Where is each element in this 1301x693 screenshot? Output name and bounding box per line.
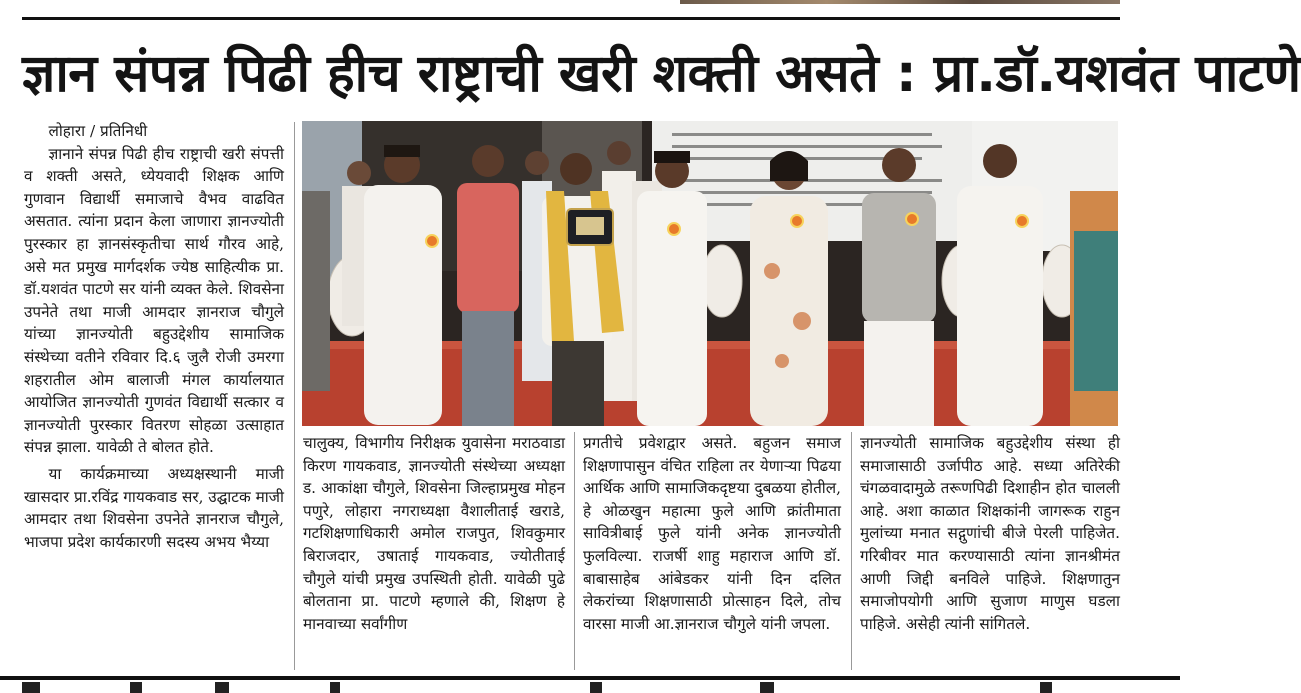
article-column-2: [303, 432, 565, 635]
column-divider: [851, 432, 852, 670]
paragraph-2: या कार्यक्रमाच्या अध्यक्षस्थानी माजी खासदार प्रा.रविंद्र गायकवाड सर, उद्घाटक माजी आमदार तथा शिवसेना उपनेते ज्ञानराज चौगुले, भाजपा प्रदेश कार्यकारणी सदस्य अभय भैय्या: [24, 464, 284, 551]
column-divider: [294, 122, 295, 670]
paragraph-4: प्रगतीचे प्रवेशद्वार असते. बहुजन समाज शिक्षणापासुन वंचित राहिला तर येणाऱ्या पिढया आर्थिक आणि सामाजिकदृष्टया दुबळया होतील, हे ओळखुन महात्मा फुले आणि क्रांतीमाता सावित्रीबाई फुले यांनी अनेक ज्ञानज्योती फुलविल्या. राजर्षी शाहु महाराज आणि डॉ. बाबासाहेब आंबेडकर यांनी दिन दलित लेकरांच्या शिक्षणासाठी प्रोत्साहन दिले, तोच वारसा माजी आ.ज्ञानराज चौगुले यांनी जपला.: [583, 434, 841, 633]
column-divider: [574, 432, 575, 670]
bottom-rule: [0, 676, 1180, 680]
next-article-cut: [0, 682, 1180, 693]
dateline: लोहारा / प्रतिनिधी: [48, 122, 148, 140]
article-column-3: [583, 432, 841, 635]
paragraph-5: ज्ञानज्योती सामाजिक बहुउद्देशीय संस्था ही समाजासाठी उर्जापीठ आहे. सध्या अतिरेकी चंगळवादामुळे तरूणपिढी दिशाहीन होत चालली आहे. अशा काळात शिक्षकांनी जागरूक राहुन मुलांच्या मनात सद्गुणांची बीजे पेरली पाहिजेत. गरिबीवर मात करण्यासाठी त्यांना ज्ञानश्रीमंत आणी जिद्दी बनविले पाहिजे. शिक्षणातुन समाजोपयोगी आणि सुजाण माणुस घडला पाहिजे. असेही त्यांनी सांगितले.: [860, 434, 1120, 633]
top-rule: [22, 17, 1120, 20]
article-headline: ज्ञान संपन्न पिढी हीच राष्ट्राची खरी शक्ती असते : प्रा.डॉ.यशवंत पाटणे: [22, 44, 1301, 104]
top-cut-strip: [0, 0, 1180, 10]
paragraph-3: चालुक्य, विभागीय निरीक्षक युवासेना मराठवाडा किरण गायकवाड, ज्ञानज्योती संस्थेच्या अध्यक्षा ड. आकांक्षा चौगुले, शिवसेना जिल्हाप्रमुख मोहन पणुरे, लोहारा नगराध्यक्षा वैशालीताई खराडे, गटशिक्षणाधिकारी अमोल राजपुत, शिवकुमार बिराजदार, उषाताई गायकवाड, ज्योतीताई चौगुले यांची प्रमुख उपस्थिती होती. यावेळी पुढे बोलताना प्रा. पाटणे म्हणाले की, शिक्षण हे मानवाच्या सर्वांगीण: [303, 434, 565, 633]
article-column-1: [24, 120, 284, 553]
event-photo: [302, 121, 1118, 426]
cut-photo-strip: [680, 0, 1120, 4]
award-ceremony-photo: [302, 121, 1118, 426]
paragraph-1: ज्ञानाने संपन्न पिढी हीच राष्ट्राची खरी संपत्ती व शक्ती असते, ध्येयवादी शिक्षक आणि गुणवान विद्यार्थी समाजाचे वैभव वाढवित असतात. त्यांना प्रदान केला जाणारा ज्ञानज्योती पुरस्कार हा ज्ञानसंस्कृतीचा सार्थ गौरव आहे, असे मत प्रमुख मार्गदर्शक ज्येष्ठ साहित्यीक प्रा. डॉ.यशवंत पाटणे सर यांनी व्यक्त केले. शिवसेना उपनेते तथा माजी आमदार ज्ञानराज चौगुले यांच्या ज्ञानज्योती बहुउद्देशीय सामाजिक संस्थेच्या वतीने रविवार दि.६ जुलै रोजी उमरगा शहरातील ओम बालाजी मंगल कार्यालयात आयोजित ज्ञानज्योती गुणवंत विद्यार्थी सत्कार व ज्ञानज्योती पुरस्कार वितरण सोहळा उत्साहात संपन्न झाला. यावेळी ते बोलत होते.: [24, 144, 284, 457]
article-column-4: [860, 432, 1120, 635]
